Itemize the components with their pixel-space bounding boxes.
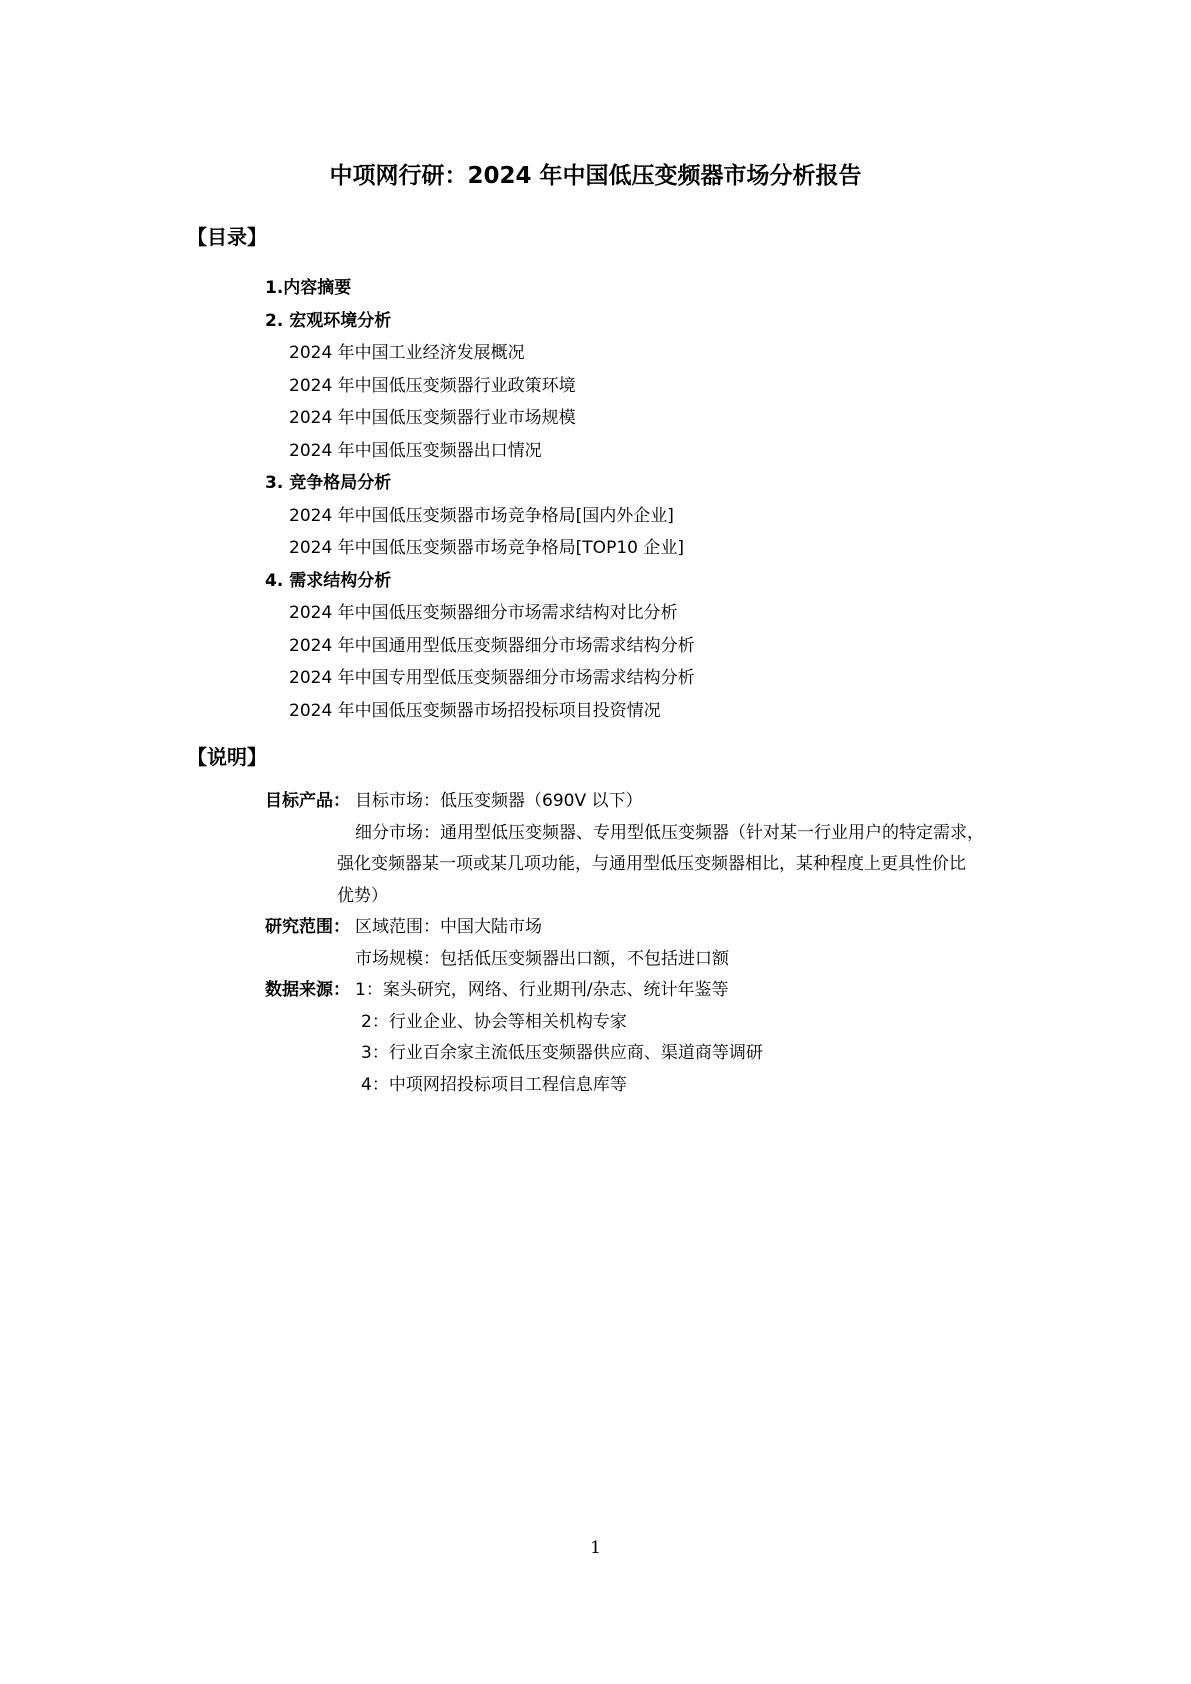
note-source-line (265, 1070, 1025, 1102)
note-segment-2: 强化变频器某一项或某几项功能，与通用型低压变频器相比，某种程度上更具性价比 (337, 854, 966, 874)
toc-item: 2024 年中国低压变频器行业市场规模 (289, 408, 576, 428)
page-title: 中项网行研：2024 年中国低压变频器市场分析报告 (329, 163, 862, 189)
toc-heading: 【目录】 (187, 225, 267, 249)
note-segment-line (265, 818, 1025, 850)
table-of-contents (265, 272, 695, 727)
note-scope-line (265, 944, 1025, 976)
note-source (265, 975, 1025, 1007)
toc-item: 2024 年中国低压变频器出口情况 (289, 440, 542, 461)
note-source-line (265, 1038, 1025, 1070)
note-source-3: 3：行业百余家主流低压变频器供应商、渠道商等调研 (361, 1043, 763, 1063)
note-segment-line (265, 849, 1025, 881)
note-segment-1: 细分市场：通用型低压变频器、专用型低压变频器（针对某一行业用户的特定需求， (355, 822, 984, 843)
note-source-1: 1：案头研究，网络、行业期刊/杂志、统计年鉴等 (355, 980, 729, 1000)
toc-item: 2024 年中国通用型低压变频器细分市场需求结构分析 (289, 635, 695, 656)
toc-item: 2024 年中国低压变频器市场招投标项目投资情况 (289, 700, 661, 721)
note-label-source: 数据来源： (265, 980, 350, 1000)
notes-section (265, 786, 1025, 1101)
notes-heading: 【说明】 (187, 745, 267, 769)
page-number: 1 (590, 1538, 601, 1558)
note-source-4: 4：中项网招投标项目工程信息库等 (361, 1074, 627, 1095)
note-segment-3: 优势） (337, 885, 388, 906)
note-label-scope: 研究范围： (265, 917, 350, 937)
note-source-2: 2：行业企业、协会等相关机构专家 (361, 1011, 627, 1032)
toc-item: 3. 竞争格局分析 (265, 473, 392, 493)
note-segment-line (265, 881, 1025, 913)
note-scope-region: 区域范围：中国大陆市场 (355, 917, 542, 937)
toc-item: 2. 宏观环境分析 (265, 310, 392, 331)
note-source-line (265, 1007, 1025, 1039)
toc-item: 2024 年中国低压变频器行业政策环境 (289, 375, 576, 396)
toc-item: 4. 需求结构分析 (265, 570, 392, 591)
note-label-target: 目标产品： (265, 791, 350, 811)
note-scope-size: 市场规模：包括低压变频器出口额，不包括进口额 (355, 948, 729, 969)
toc-item: 1.内容摘要 (265, 278, 352, 298)
toc-item: 2024 年中国低压变频器市场竞争格局[TOP10 企业] (289, 538, 684, 558)
note-target-market: 目标市场：低压变频器（690V 以下） (355, 791, 643, 811)
toc-item: 2024 年中国低压变频器市场竞争格局[国内外企业] (289, 505, 674, 526)
note-scope (265, 912, 1025, 944)
toc-item: 2024 年中国工业经济发展概况 (289, 343, 525, 363)
toc-item: 2024 年中国专用型低压变频器细分市场需求结构分析 (289, 668, 695, 688)
toc-item: 2024 年中国低压变频器细分市场需求结构对比分析 (289, 603, 678, 623)
note-target-product (265, 786, 1025, 818)
